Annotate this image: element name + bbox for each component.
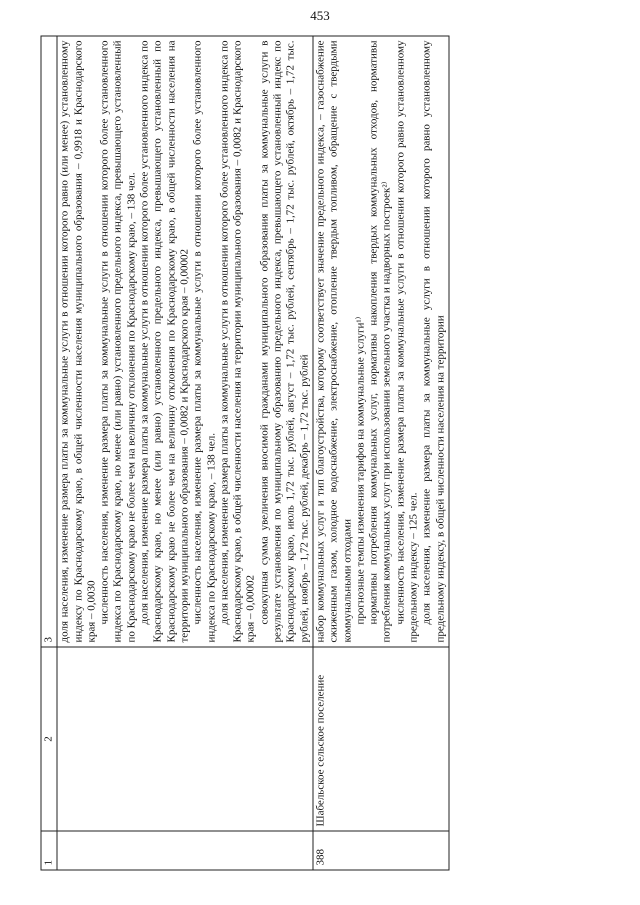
paragraph: численность населения, изменение размера платы за коммунальные услуги в отношении которого равно установленному предельному индексу – 125 чел. <box>393 40 420 642</box>
table-row <box>312 36 448 870</box>
paragraph: численность населения, изменение размера платы за коммунальные услуги в отношении которого более установленного индекса по Краснодарскому краю, но менее (или равно) установленного предельного индекса, превышающего установленный по Краснодарскому краю не более чем на величину отклонения по Краснодарскому краю, – 138 чел. <box>98 40 137 642</box>
header-col-2: 2 <box>41 647 57 831</box>
paragraph: совокупная сумма увеличения вносимой гражданами муниципального образования платы за коммунальные услуги в результате установления по муниципальному образованию предельного индекса, превышающего установленный индекс по Краснодарскому краю, июль 1,72 тыс. рублей, август – 1,72 тыс. рублей, сентябрь – 1,72 тыс. рублей, октябрь – 1,72 тыс. рублей, ноябрь – 1,72 тыс. рублей, декабрь – 1,72 тыс. рублей <box>257 40 310 642</box>
header-col-3: 3 <box>41 36 57 647</box>
paragraph: прогнозные темпы изменения тарифов на коммунальные услуги¹⁾ <box>353 316 366 624</box>
paragraph: нормативы потребления коммунальных услуг, нормативы накопления твердых коммунальных отходов, нормативы потребления коммунальных услуг при использовании земельного участка и надворных построек²⁾ <box>367 40 393 642</box>
row-number: 388 <box>312 831 448 870</box>
row-number <box>57 831 313 870</box>
table-header-row <box>41 36 57 870</box>
rotated-table-sheet <box>40 35 600 870</box>
paragraph: доля населения, изменение размера платы за коммунальные услуги в отношении которого более установленного индекса по Краснодарскому краю, но менее (или равно) установленного предельного индекса, превышающего установленный по Краснодарскому краю не более чем на величину отклонения по Краснодарскому краю, в общей численности населения на территории муниципального образования – 0,0082 и Краснодарского края – 0,00002 <box>138 40 190 642</box>
paragraph: набор коммунальных услуг и тип благоустройства, которому соответствует значение предельного индекса, – газоснабжение сжиженным газом, холодное водоснабжение, электроснабжение, отопление твердым топливом, обращение с твердыми коммунальными отходами <box>313 40 353 642</box>
page-number: 453 <box>310 8 330 23</box>
indicator-text <box>57 36 313 647</box>
tariff-table <box>40 35 449 870</box>
paragraph: численность населения, изменение размера платы за коммунальные услуги в отношении которого более установленного индекса по Краснодарскому краю, – 138 чел. <box>191 40 217 642</box>
indicator-text <box>312 36 448 647</box>
settlement-name <box>57 647 313 831</box>
paragraph: доля населения, изменение размера платы за коммунальные услуги в отношении которого равно установленному предельному индексу, в общей численности населения на территории <box>420 40 446 642</box>
table-row <box>57 36 313 870</box>
settlement-name: Шабельское сельское поселение <box>312 647 448 831</box>
paragraph: доля населения, изменение размера платы за коммунальные услуги в отношении которого равно (или менее) установленному индексу по Краснодарскому краю, в общей численности населения муниципального образования – 0,9918 и Краснодарского края – 0,0030 <box>58 40 97 642</box>
header-col-1: 1 <box>41 831 57 870</box>
paragraph: доля населения, изменение размера платы за коммунальные услуги в отношении которого более установленного индекса по Краснодарскому краю, в общей численности населения на территории муниципального образования – 0,0082 и Краснодарского края – 0,00002 <box>217 40 257 642</box>
